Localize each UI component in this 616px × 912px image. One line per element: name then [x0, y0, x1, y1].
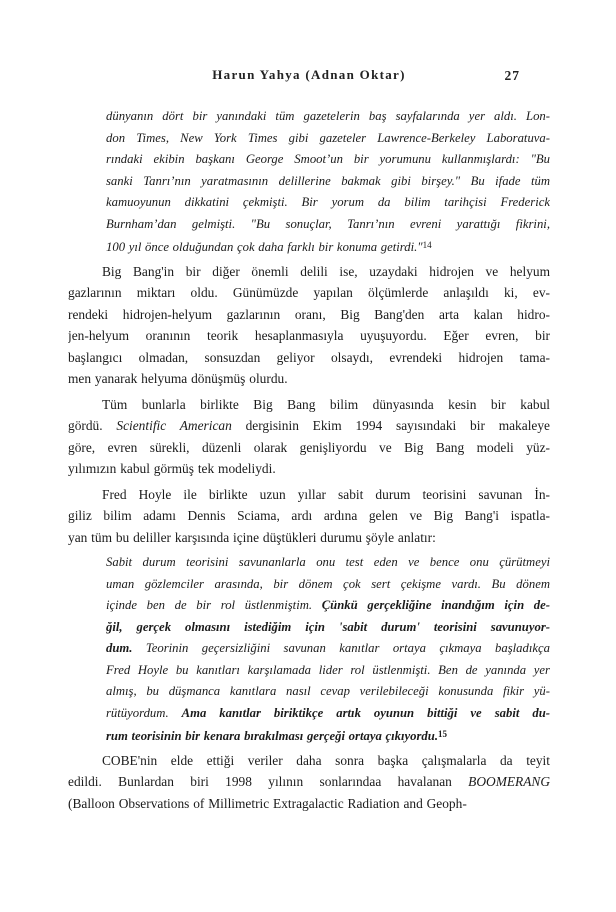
paragraph-block	[68, 484, 550, 549]
text-run: (Balloon Observations of Millimetric Extragalactic Radiation and Geoph-	[68, 795, 467, 811]
text-run: almış, bu düşmanca kanıtlara nasıl cevap verilebileceği konusunda fikir yü-	[106, 684, 550, 698]
text-run: içinde ben de bir rol üstlenmiştim.	[106, 598, 322, 612]
text-run: kamuoyunun dikkatini çekmişti. Bir yorum da bilim tarihçisi Frederick	[106, 195, 550, 209]
text-run: göre, evren sürekli, düzenli olarak genişliyordu ve Big Bang modeli yüz-	[68, 439, 550, 455]
text-run: rum teorisinin bir kenara bırakılması gerçeği ortaya çıkıyordu.	[106, 729, 438, 743]
text-line	[106, 724, 550, 746]
text-run: Fred Hoyle ile birlikte uzun yıllar sabit durum teorisini savunan İn-	[102, 486, 550, 502]
text-run: Scientific American	[116, 418, 232, 433]
text-line	[106, 149, 550, 171]
text-line	[106, 574, 550, 596]
text-line	[106, 552, 550, 574]
text-line	[68, 325, 550, 347]
text-run: rütüyordum.	[106, 705, 182, 720]
text-run: rındaki ekibin başkanı George Smoot’un bir yorumunu kullanmışlardı: "Bu	[106, 152, 550, 166]
text-run: Tüm bunlarla birlikte Big Bang bilim dünyasında kesin bir kabul	[102, 396, 550, 412]
paragraph-block	[68, 394, 550, 480]
text-run: Burnham’dan gelmişti. "Bu sonuçlar, Tanrı’nın evreni yarattığı fikrini,	[106, 216, 550, 231]
text-line	[106, 595, 550, 617]
text-run: Big Bang'in bir diğer önemli delili ise, uzaydaki hidrojen ve helyum	[102, 263, 550, 279]
text-line	[68, 282, 550, 304]
text-run: don Times, New York Times gibi gazeteler Lawrence-Berkeley Laboratuva-	[106, 130, 550, 145]
text-line	[68, 261, 550, 283]
text-run: dünyanın dört bir yanındaki tüm gazetelerin baş sayfalarında yer aldı. Lon-	[106, 109, 550, 123]
text-line	[106, 235, 550, 257]
text-run: edildi. Bunlardan biri 1998 yılının sonlarındaa havalanan	[68, 774, 469, 789]
text-run: giliz bilim adamı Dennis Sciama, ardı ardına gelen ve Big Bang'i ispatla-	[68, 508, 550, 523]
text-line	[106, 171, 550, 193]
text-line	[68, 368, 550, 390]
text-line	[106, 703, 550, 725]
text-run: ğil, gerçek olmasını istediğim için 'sabit durum' teorisini savunuyor-	[106, 619, 550, 634]
text-run: başlangıcı olmadan, sonsuzdan geliyor olsaydı, evrendeki hidrojen tama-	[68, 349, 550, 365]
text-run: Teorinin geçersizliğini savunan kanıtlar ortaya çıkmaya başladıkça	[145, 641, 550, 655]
text-line	[68, 437, 550, 459]
running-header	[68, 67, 550, 85]
text-run: yan tüm bu deliller karşısında içine düştükleri durumu şöyle anlatır:	[68, 529, 436, 545]
text-line	[68, 793, 550, 815]
text-line	[68, 394, 550, 416]
text-run: yılımızın kabul görmüş tek modeliydi.	[68, 461, 276, 476]
text-line	[68, 304, 550, 326]
text-line	[106, 638, 550, 660]
footnote-ref: 14	[422, 240, 432, 250]
text-line	[106, 214, 550, 236]
text-run: dum.	[106, 641, 146, 655]
text-run: gördü.	[68, 418, 117, 433]
text-run: jen-helyum oranının teorik hesaplanmasıyla uyuşuyordu. Eğer evren, bir	[68, 328, 550, 343]
text-run: Ama kanıtlar biriktikçe artık oyunun bittiği ve sabit du-	[181, 705, 550, 720]
text-line	[106, 617, 550, 639]
text-line	[68, 505, 550, 527]
text-line	[68, 458, 550, 480]
page-number: 27	[504, 68, 520, 83]
footnote-ref: 15	[438, 729, 447, 739]
text-run: Sabit durum teorisini savunanlarla onu test eden ve bence onu çürütmeyi	[106, 555, 550, 569]
text-line	[68, 347, 550, 369]
page-body	[68, 106, 550, 814]
text-line	[68, 527, 550, 549]
text-run: BOOMERANG	[468, 774, 550, 789]
text-line	[106, 128, 550, 150]
text-line	[68, 484, 550, 506]
text-run: 100 yıl önce olduğundan çok daha farklı bir konuma getirdi."	[106, 240, 423, 254]
text-run: Çünkü gerçekliğine inandığım için de-	[321, 598, 550, 612]
header-title: Harun Yahya (Adnan Oktar)	[212, 67, 406, 82]
text-line	[106, 681, 550, 703]
text-line	[106, 192, 550, 214]
text-line	[68, 750, 550, 772]
text-line	[106, 106, 550, 128]
paragraph-block	[68, 261, 550, 390]
text-line	[68, 771, 550, 793]
text-line	[106, 660, 550, 682]
text-line	[68, 415, 550, 437]
text-run: gazlarının miktarı oldu. Günümüzde yapılan ölçümlerde anlaşıldı ki, ev-	[68, 285, 550, 300]
text-run: sanki Tanrı’nın yaratmasının delillerine bakmak gibi birşey." Bu ifade tüm	[106, 173, 550, 188]
text-run: COBE'nin elde ettiği veriler daha sonra başka çalışmalarla da teyit	[102, 752, 550, 768]
quote-block	[68, 106, 550, 257]
text-run: men yanarak helyuma dönüşmüş olurdu.	[68, 371, 288, 386]
text-run: Fred Hoyle bu kanıtları karşılamada lider rol üstlenmişti. Ben de yanında yer	[106, 662, 550, 677]
text-run: rendeki hidrojen-helyum gazlarının oranı, Big Bang'den arta kalan hidro-	[68, 306, 550, 322]
text-run: uman gözlemciler arasında, bir dönem çok sert çekişme vardı. Bu dönem	[106, 576, 550, 591]
text-run: dergisinin Ekim 1994 sayısındaki bir makaleye	[231, 418, 550, 433]
quote-block	[68, 552, 550, 746]
paragraph-block	[68, 750, 550, 815]
